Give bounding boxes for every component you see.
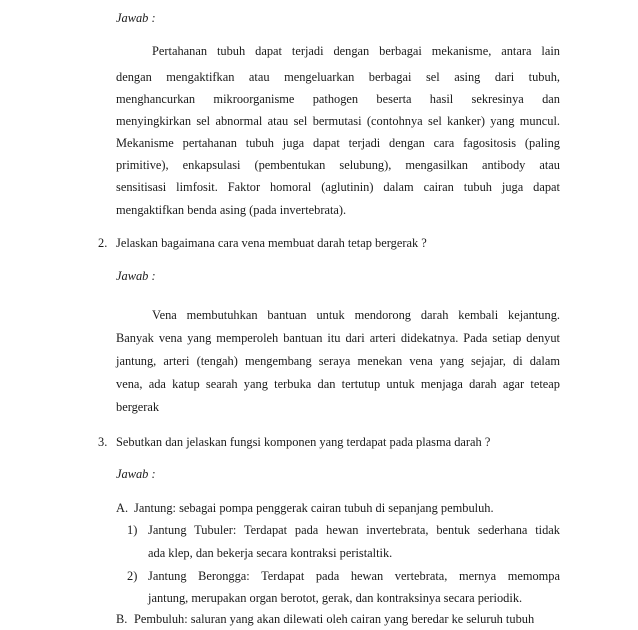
q3-question: Sebutkan dan jelaskan fungsi komponen yang terdapat pada plasma darah ? [116,435,491,449]
paragraph-line: Vena membutuhkan bantuan untuk mendorong darah kembali kejantung. [152,308,560,322]
list-marker: A. [116,501,129,515]
q1-answer-label: Jawab : [116,11,156,25]
sublist-marker: 2) [127,569,138,583]
paragraph-line: Pertahanan tubuh dapat terjadi dengan berbagai mekanisme, antara lain [152,44,560,58]
paragraph-line: bergerak [116,400,160,414]
q2-number: 2. [98,236,108,250]
paragraph-line: menyingkirkan sel abnormal atau sel bermutasi (contohnya sel kanker) yang muncul. [116,114,560,128]
paragraph-line: dengan mengaktifkan atau mengeluarkan berbagai sel asing dari tubuh, [116,70,560,84]
list-marker: B. [116,612,128,626]
paragraph-line: menghancurkan mikroorganisme pathogen beserta hasil sekresinya dan [116,92,560,106]
paragraph-line: vena, ada katup searah yang terbuka dan tertutup untuk menjaga darah agar teteap [116,377,560,391]
list-item-text: Jantung: sebagai pompa penggerak cairan tubuh di sepanjang pembuluh. [134,501,494,515]
q2-question: Jelaskan bagaimana cara vena membuat darah tetap bergerak ? [116,236,427,250]
q3-number: 3. [98,435,108,449]
sublist-line: ada klep, dan bekerja secara kontraksi peristaltik. [148,546,393,560]
list-item-text: Pembuluh: saluran yang akan dilewati oleh cairan yang beredar ke seluruh tubuh [134,612,535,626]
paragraph-line: sensitisasi limfosit. Faktor homoral (aglutinin) dalam cairan tubuh juga dapat [116,180,560,194]
sublist-marker: 1) [127,523,138,537]
paragraph-line: jantung, arteri (tengah) mengembang seraya menekan vena yang sejajar, di dalam [116,354,560,368]
paragraph-line: primitive), enkapsulasi (pembentukan selubung), mengasilkan antibody atau [116,158,560,172]
q3-answer-label: Jawab : [116,467,156,481]
sublist-line: Jantung Tubuler: Terdapat pada hewan invertebrata, bentuk sederhana tidak [148,523,560,537]
paragraph-line: mengaktifkan benda asing (pada invertebrata). [116,203,347,217]
paragraph-line: Mekanisme pertahanan tubuh juga dapat terjadi dengan cara fagositosis (paling [116,136,560,150]
sublist-line: jantung, merupakan organ berotot, gerak, dan kontraksinya secara periodik. [148,591,523,605]
paragraph-line: Banyak vena yang memperoleh bantuan itu dari arteri didekatnya. Pada setiap denyut [116,331,560,345]
q2-answer-label: Jawab : [116,269,156,283]
sublist-line: Jantung Berongga: Terdapat pada hewan vertebrata, mernya memompa [148,569,560,583]
